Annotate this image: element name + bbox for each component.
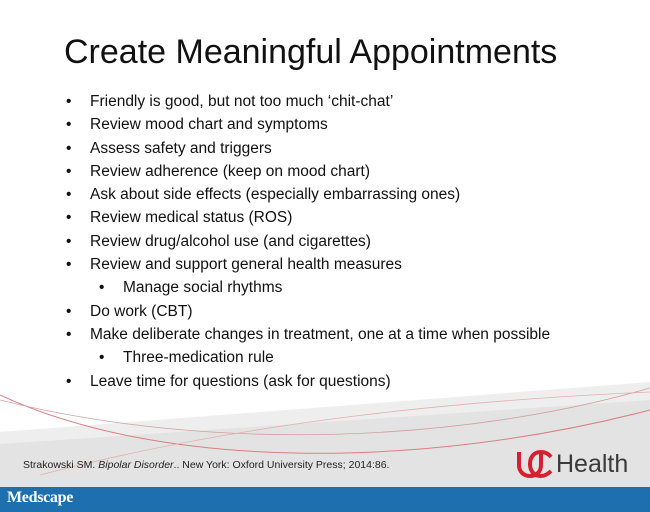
bullet-marker: • — [66, 302, 72, 320]
citation-book-title: Bipolar Disorder — [98, 459, 174, 471]
bullet-marker: • — [66, 186, 72, 204]
bullet-text: Ask about side effects (especially embarrassing ones) — [90, 186, 461, 204]
bullet-text: Three-medication rule — [123, 349, 274, 367]
bullet-text: Assess safety and triggers — [90, 139, 272, 157]
bullet-marker: • — [66, 372, 72, 390]
bullet-text: Do work (CBT) — [90, 302, 193, 320]
bullet-text: Leave time for questions (ask for questions) — [90, 372, 391, 390]
bullet-marker: • — [66, 162, 72, 180]
slide-title: Create Meaningful Appointments — [64, 33, 558, 71]
bullet-text: Review drug/alcohol use (and cigarettes) — [90, 232, 371, 250]
bullet-marker: • — [99, 279, 105, 297]
logo-text: Health — [556, 450, 629, 478]
bullet-marker: • — [66, 139, 72, 157]
bullet-text: Review and support general health measures — [90, 256, 402, 274]
bullet-marker: • — [66, 209, 72, 227]
bullet-text: Manage social rhythms — [123, 279, 283, 297]
footer-bar — [0, 487, 650, 512]
uc-logo-icon — [516, 448, 554, 480]
bullet-marker: • — [66, 232, 72, 250]
uc-health-logo — [516, 448, 628, 480]
bullet-marker: • — [66, 93, 72, 110]
bullet-marker: • — [66, 256, 72, 274]
bullet-marker: • — [66, 325, 72, 343]
citation: Strakowski SM. Bipolar Disorder.. New York: Oxford University Press; 2014:86. — [23, 459, 390, 471]
bullet-marker: • — [66, 116, 72, 134]
bullet-text: Friendly is good, but not too much ‘chit-chat’ — [90, 93, 394, 110]
bullet-text: Make deliberate changes in treatment, one at a time when possible — [90, 325, 551, 343]
bullet-text: Review adherence (keep on mood chart) — [90, 162, 371, 180]
bullet-text: Review mood chart and symptoms — [90, 116, 328, 134]
bullet-marker: • — [99, 349, 105, 367]
medscape-logo: Medscape — [7, 489, 74, 506]
bullet-text: Review medical status (ROS) — [90, 209, 293, 227]
